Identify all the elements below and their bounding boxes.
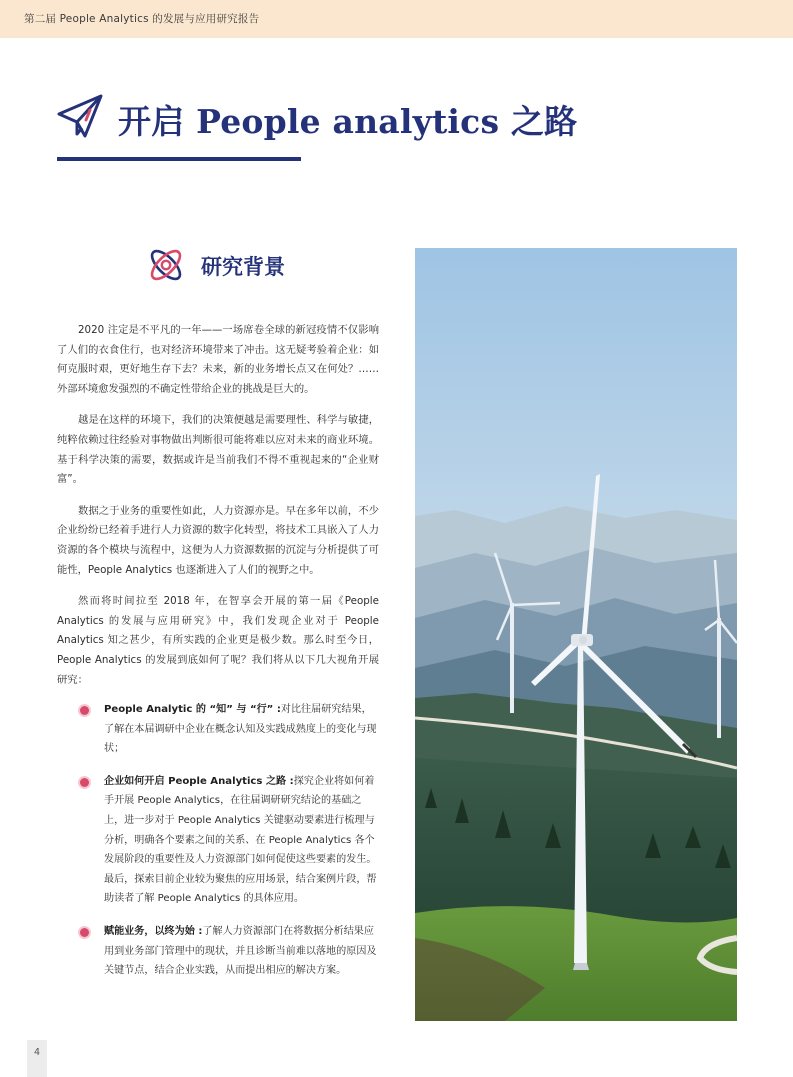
title-underline xyxy=(57,157,301,161)
bullet-dot-icon xyxy=(80,928,89,937)
atom-icon xyxy=(145,244,187,286)
list-item xyxy=(76,700,379,759)
page-number: 4 xyxy=(33,1047,41,1058)
bullet-text: 对比往届研究结果，了解在本届调研中企业在概念认知及实践成熟度上的变化与现状； xyxy=(104,704,377,755)
section-title: 研究背景 xyxy=(201,254,285,279)
report-title: 第二届 People Analytics 的发展与应用研究报告 xyxy=(24,13,260,25)
chapter-title: 开启 People analytics 之路 xyxy=(118,102,578,141)
bullet-text: 探究企业将如何着手开展 People Analytics，在往届调研研究结论的基础之上，进一步对于 People Analytics 关键驱动要素进行梳理与分析，明确各个要素之间的关系、在 People Analytics 各个发展阶段的重要性及人力资源部门如何促使这些要素的发生。最后，探索目前企业较为聚焦的应用场景，结合案例片段，帮助读者了解 People Analytics 的具体应用。 xyxy=(104,775,377,905)
list-item xyxy=(76,922,379,981)
bullet-title: 企业如何开启 People Analytics 之路 : xyxy=(104,775,294,787)
paper-plane-icon xyxy=(55,92,105,142)
body-text xyxy=(57,321,379,702)
list-item xyxy=(76,772,379,909)
bullet-text: 了解人力资源部门在将数据分析结果应用到业务部门管理中的现状，并且诊断当前难以落地的原因及关键节点，结合企业实践，从而提出相应的解决方案。 xyxy=(104,925,377,977)
bullet-title: People Analytic 的 “知” 与 “行” : xyxy=(104,704,281,715)
bullet-title: 赋能业务，以终为始 : xyxy=(104,925,203,937)
paragraph: 2020 注定是不平凡的一年——一场席卷全球的新冠疫情不仅影响了人们的衣食住行，也对经济环境带来了冲击。这无疑考验着企业：如何克服时艰，更好地生存下去？未来，新的业务增长点又在何处？……外部环境愈发强烈的不确定性带给企业的挑战是巨大的。 xyxy=(57,324,379,395)
bullet-dot-icon xyxy=(80,706,89,715)
bullet-dot-icon xyxy=(80,778,89,787)
paragraph: 数据之于业务的重要性如此，人力资源亦是。早在多年以前，不少企业纷纷已经着手进行人力资源的数字化转型，将技术工具嵌入了人力资源的各个模块与流程中，这便为人力资源数据的沉淀与分析提供了可能性，People Analytics 也逐渐进入了人们的视野之中。 xyxy=(57,504,379,576)
header-band xyxy=(0,0,793,38)
research-perspectives-list xyxy=(76,700,379,994)
paragraph: 然而将时间拉至 2018 年，在智享会开展的第一届《People Analytics 的发展与应用研究》中，我们发现企业对于 People Analytics 知之甚少，有所实践的企业更是极少数。那么时至今日，People Analytics 的发展到底如何了呢？我们将从以下几大视角开展研究： xyxy=(57,595,379,686)
page-number-tab xyxy=(27,1040,47,1077)
paragraph: 越是在这样的环境下，我们的决策便越是需要理性、科学与敏捷，纯粹依赖过往经验对事物做出判断很可能将难以应对未来的商业环境。基于科学决策的需要，数据或许是当前我们不得不重视起来的“企业财富”。 xyxy=(57,414,379,486)
wind-turbine-photo xyxy=(415,248,737,1021)
